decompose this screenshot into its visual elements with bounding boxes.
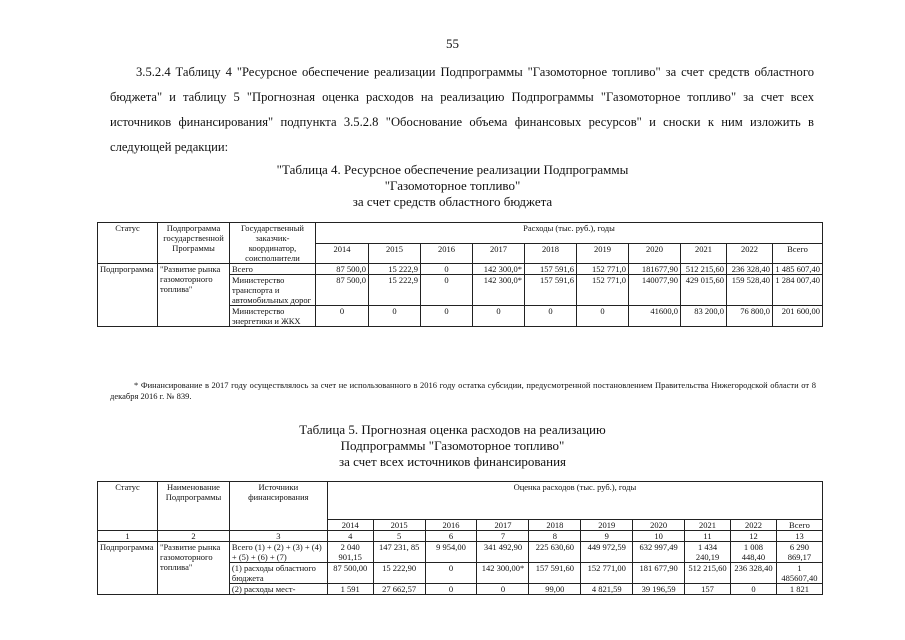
table5-column-number: 8 xyxy=(529,531,581,542)
table5-value-cell: 0 xyxy=(477,584,529,595)
table5-year: 2015 xyxy=(373,520,425,531)
table4-value-cell: 0 xyxy=(525,306,577,327)
table5-column-number: 5 xyxy=(373,531,425,542)
table5-value-cell: 142 300,00* xyxy=(477,563,529,584)
table5 xyxy=(97,481,823,595)
table5-value-cell: 0 xyxy=(425,563,477,584)
table4-value-cell: 87 500,0 xyxy=(316,264,369,275)
table5-column-number: 9 xyxy=(581,531,633,542)
table5-year: 2019 xyxy=(581,520,633,531)
table5-value-cell: 181 677,90 xyxy=(633,563,685,584)
table5-year: 2022 xyxy=(730,520,776,531)
table4-header-expenses: Расходы (тыс. руб.), годы xyxy=(316,223,823,244)
table4-year: 2015 xyxy=(369,243,421,264)
table4-value-cell: 429 015,60 xyxy=(681,275,727,306)
table4-value-cell: 0 xyxy=(421,264,473,275)
table5-header-name: Наименование Подпрограммы xyxy=(157,482,229,531)
table4-value-cell: 15 222,9 xyxy=(369,264,421,275)
table5-value-cell: 1 434 240,19 xyxy=(685,542,731,563)
table-row xyxy=(98,264,823,275)
table4-caption-line: "Таблица 4. Ресурсное обеспечение реализации Подпрограммы xyxy=(276,162,629,177)
intro-text: 3.5.2.4 Таблицу 4 "Ресурсное обеспечение реализации Подпрограммы "Газомоторное топливо" за счет средств областного бюджета" и таблицу 5 "Прогнозная оценка расходов на реализацию Подпрограммы "Газомоторное топливо" за счет всех источников финансирования" подпункта 3.5.2.8 "Обоснование объема финансовых ресурсов" и сноски к ним изложить в следующей редакции: xyxy=(110,65,814,154)
table5-value-cell: 99,00 xyxy=(529,584,581,595)
table5-value-cell: 1 821 xyxy=(776,584,822,595)
table4-status-cell: Подпрограмма xyxy=(98,264,158,327)
table5-source-cell: Всего (1) + (2) + (3) + (4) + (5) + (6) + (7) xyxy=(229,542,327,563)
table4-value-cell: 157 591,6 xyxy=(525,275,577,306)
table4-year: 2014 xyxy=(316,243,369,264)
table4-header-status: Статус xyxy=(98,223,158,264)
table5-value-cell: 27 662,57 xyxy=(373,584,425,595)
table4-caption xyxy=(0,162,905,210)
table4-value-cell: 0 xyxy=(421,275,473,306)
table5-name-cell: "Развитие рынка газомоторного топлива" xyxy=(157,542,229,595)
table4-value-cell: 41600,0 xyxy=(629,306,681,327)
table5-value-cell: 87 500,00 xyxy=(327,563,373,584)
table4-value-cell: 157 591,6 xyxy=(525,264,577,275)
table5-value-cell: 2 040 901,15 xyxy=(327,542,373,563)
table5-value-cell: 4 821,59 xyxy=(581,584,633,595)
table5-number-row xyxy=(98,531,823,542)
table5-value-cell: 632 997,49 xyxy=(633,542,685,563)
table5-year: 2021 xyxy=(685,520,731,531)
table5-column-number: 7 xyxy=(477,531,529,542)
table4-value-cell: 1 284 007,40 xyxy=(773,275,823,306)
table5-column-number: 12 xyxy=(730,531,776,542)
table4-value-cell: 201 600,00 xyxy=(773,306,823,327)
table4 xyxy=(97,222,823,327)
table5-value-cell: 512 215,60 xyxy=(685,563,731,584)
table4-customer-cell: Министерство энергетики и ЖКХ xyxy=(230,306,316,327)
table4-value-cell: 1 485 607,40 xyxy=(773,264,823,275)
table4-year: 2017 xyxy=(473,243,525,264)
table5-value-cell: 147 231, 85 xyxy=(373,542,425,563)
table5-value-cell: 157 591,60 xyxy=(529,563,581,584)
table4-year: 2020 xyxy=(629,243,681,264)
table5-column-number: 2 xyxy=(157,531,229,542)
table4-subprogram-cell: "Развитие рынка газомоторного топлива" xyxy=(158,264,230,327)
table4-value-cell: 142 300,0* xyxy=(473,275,525,306)
table4-value-cell: 0 xyxy=(369,306,421,327)
table5-caption xyxy=(0,422,905,470)
table4-year: 2019 xyxy=(577,243,629,264)
table5-value-cell: 152 771,00 xyxy=(581,563,633,584)
table4-footnote: * Финансирование в 2017 году осуществлялось за счет не использованного в 2016 году остатка субсидии, предусмотренной постановлением Правительства Нижегородской области от 8 декабря 2016 г. № 839. xyxy=(110,380,816,401)
table4-customer-cell: Всего xyxy=(230,264,316,275)
table4-value-cell: 0 xyxy=(421,306,473,327)
table4-header-customer: Государственный заказчик- координатор, соисполнители xyxy=(230,223,316,264)
table4-year: 2016 xyxy=(421,243,473,264)
table4-caption-line: "Газомоторное топливо" xyxy=(384,178,521,193)
table5-year: 2017 xyxy=(477,520,529,531)
table5-header-status: Статус xyxy=(98,482,158,531)
table4-year: 2018 xyxy=(525,243,577,264)
table4-value-cell: 236 328,40 xyxy=(727,264,773,275)
table5-value-cell: 6 290 869,17 xyxy=(776,542,822,563)
table5-value-cell: 341 492,90 xyxy=(477,542,529,563)
table5-header-sources: Источники финансирования xyxy=(229,482,327,531)
table4-value-cell: 159 528,40 xyxy=(727,275,773,306)
table5-status-cell: Подпрограмма xyxy=(98,542,158,595)
table5-caption-line: за счет всех источников финансирования xyxy=(338,454,567,469)
table5-column-number: 10 xyxy=(633,531,685,542)
table5-value-cell: 1 591 xyxy=(327,584,373,595)
table5-year: 2014 xyxy=(327,520,373,531)
table4-value-cell: 0 xyxy=(316,306,369,327)
table4-value-cell: 512 215,60 xyxy=(681,264,727,275)
table5-value-cell: 15 222,90 xyxy=(373,563,425,584)
table5-source-cell: (1) расходы областного бюджета xyxy=(229,563,327,584)
table5-column-number: 13 xyxy=(776,531,822,542)
table4-value-cell: 15 222,9 xyxy=(369,275,421,306)
table5-column-number: 3 xyxy=(229,531,327,542)
table4-value-cell: 76 800,0 xyxy=(727,306,773,327)
table5-source-cell: (2) расходы мест- xyxy=(229,584,327,595)
table4-value-cell: 0 xyxy=(577,306,629,327)
table4-year: 2021 xyxy=(681,243,727,264)
table4-header-subprogram: Подпрограмма государственной Программы xyxy=(158,223,230,264)
table4-value-cell: 83 200,0 xyxy=(681,306,727,327)
table4-value-cell: 181677,90 xyxy=(629,264,681,275)
intro-paragraph xyxy=(110,60,814,160)
table5-year: 2020 xyxy=(633,520,685,531)
table5-value-cell: 0 xyxy=(425,584,477,595)
table4-year: 2022 xyxy=(727,243,773,264)
table5-value-cell: 1 485607,40 xyxy=(776,563,822,584)
table5-column-number: 6 xyxy=(425,531,477,542)
table4-value-cell: 87 500,0 xyxy=(316,275,369,306)
table4-header-row xyxy=(98,223,823,244)
table5-value-cell: 9 954,00 xyxy=(425,542,477,563)
table5-column-number: 4 xyxy=(327,531,373,542)
table5-year: Всего xyxy=(776,520,822,531)
table5-column-number: 11 xyxy=(685,531,731,542)
table5-caption-line: Подпрограммы "Газомоторное топливо" xyxy=(340,438,565,453)
table5-year: 2016 xyxy=(425,520,477,531)
table5-year: 2018 xyxy=(529,520,581,531)
table4-value-cell: 140077,90 xyxy=(629,275,681,306)
table-row xyxy=(98,542,823,563)
table5-caption-line: Таблица 5. Прогнозная оценка расходов на реализацию xyxy=(299,422,606,437)
table5-value-cell: 39 196,59 xyxy=(633,584,685,595)
table5-column-number: 1 xyxy=(98,531,158,542)
table5-value-cell: 1 008 448,40 xyxy=(730,542,776,563)
table4-value-cell: 0 xyxy=(473,306,525,327)
table4-value-cell: 152 771,0 xyxy=(577,275,629,306)
table5-value-cell: 157 xyxy=(685,584,731,595)
table5-header-estimate: Оценка расходов (тыс. руб.), годы xyxy=(327,482,822,520)
table5-header-row xyxy=(98,482,823,520)
table5-value-cell: 0 xyxy=(730,584,776,595)
table5-value-cell: 449 972,59 xyxy=(581,542,633,563)
table5-value-cell: 225 630,60 xyxy=(529,542,581,563)
table4-customer-cell: Министерство транспорта и автомобильных дорог xyxy=(230,275,316,306)
table5-value-cell: 236 328,40 xyxy=(730,563,776,584)
table4-caption-line: за счет средств областного бюджета xyxy=(352,194,553,209)
table4-value-cell: 142 300,0* xyxy=(473,264,525,275)
page-number: 55 xyxy=(446,36,459,51)
table4-value-cell: 152 771,0 xyxy=(577,264,629,275)
table4-year: Всего xyxy=(773,243,823,264)
